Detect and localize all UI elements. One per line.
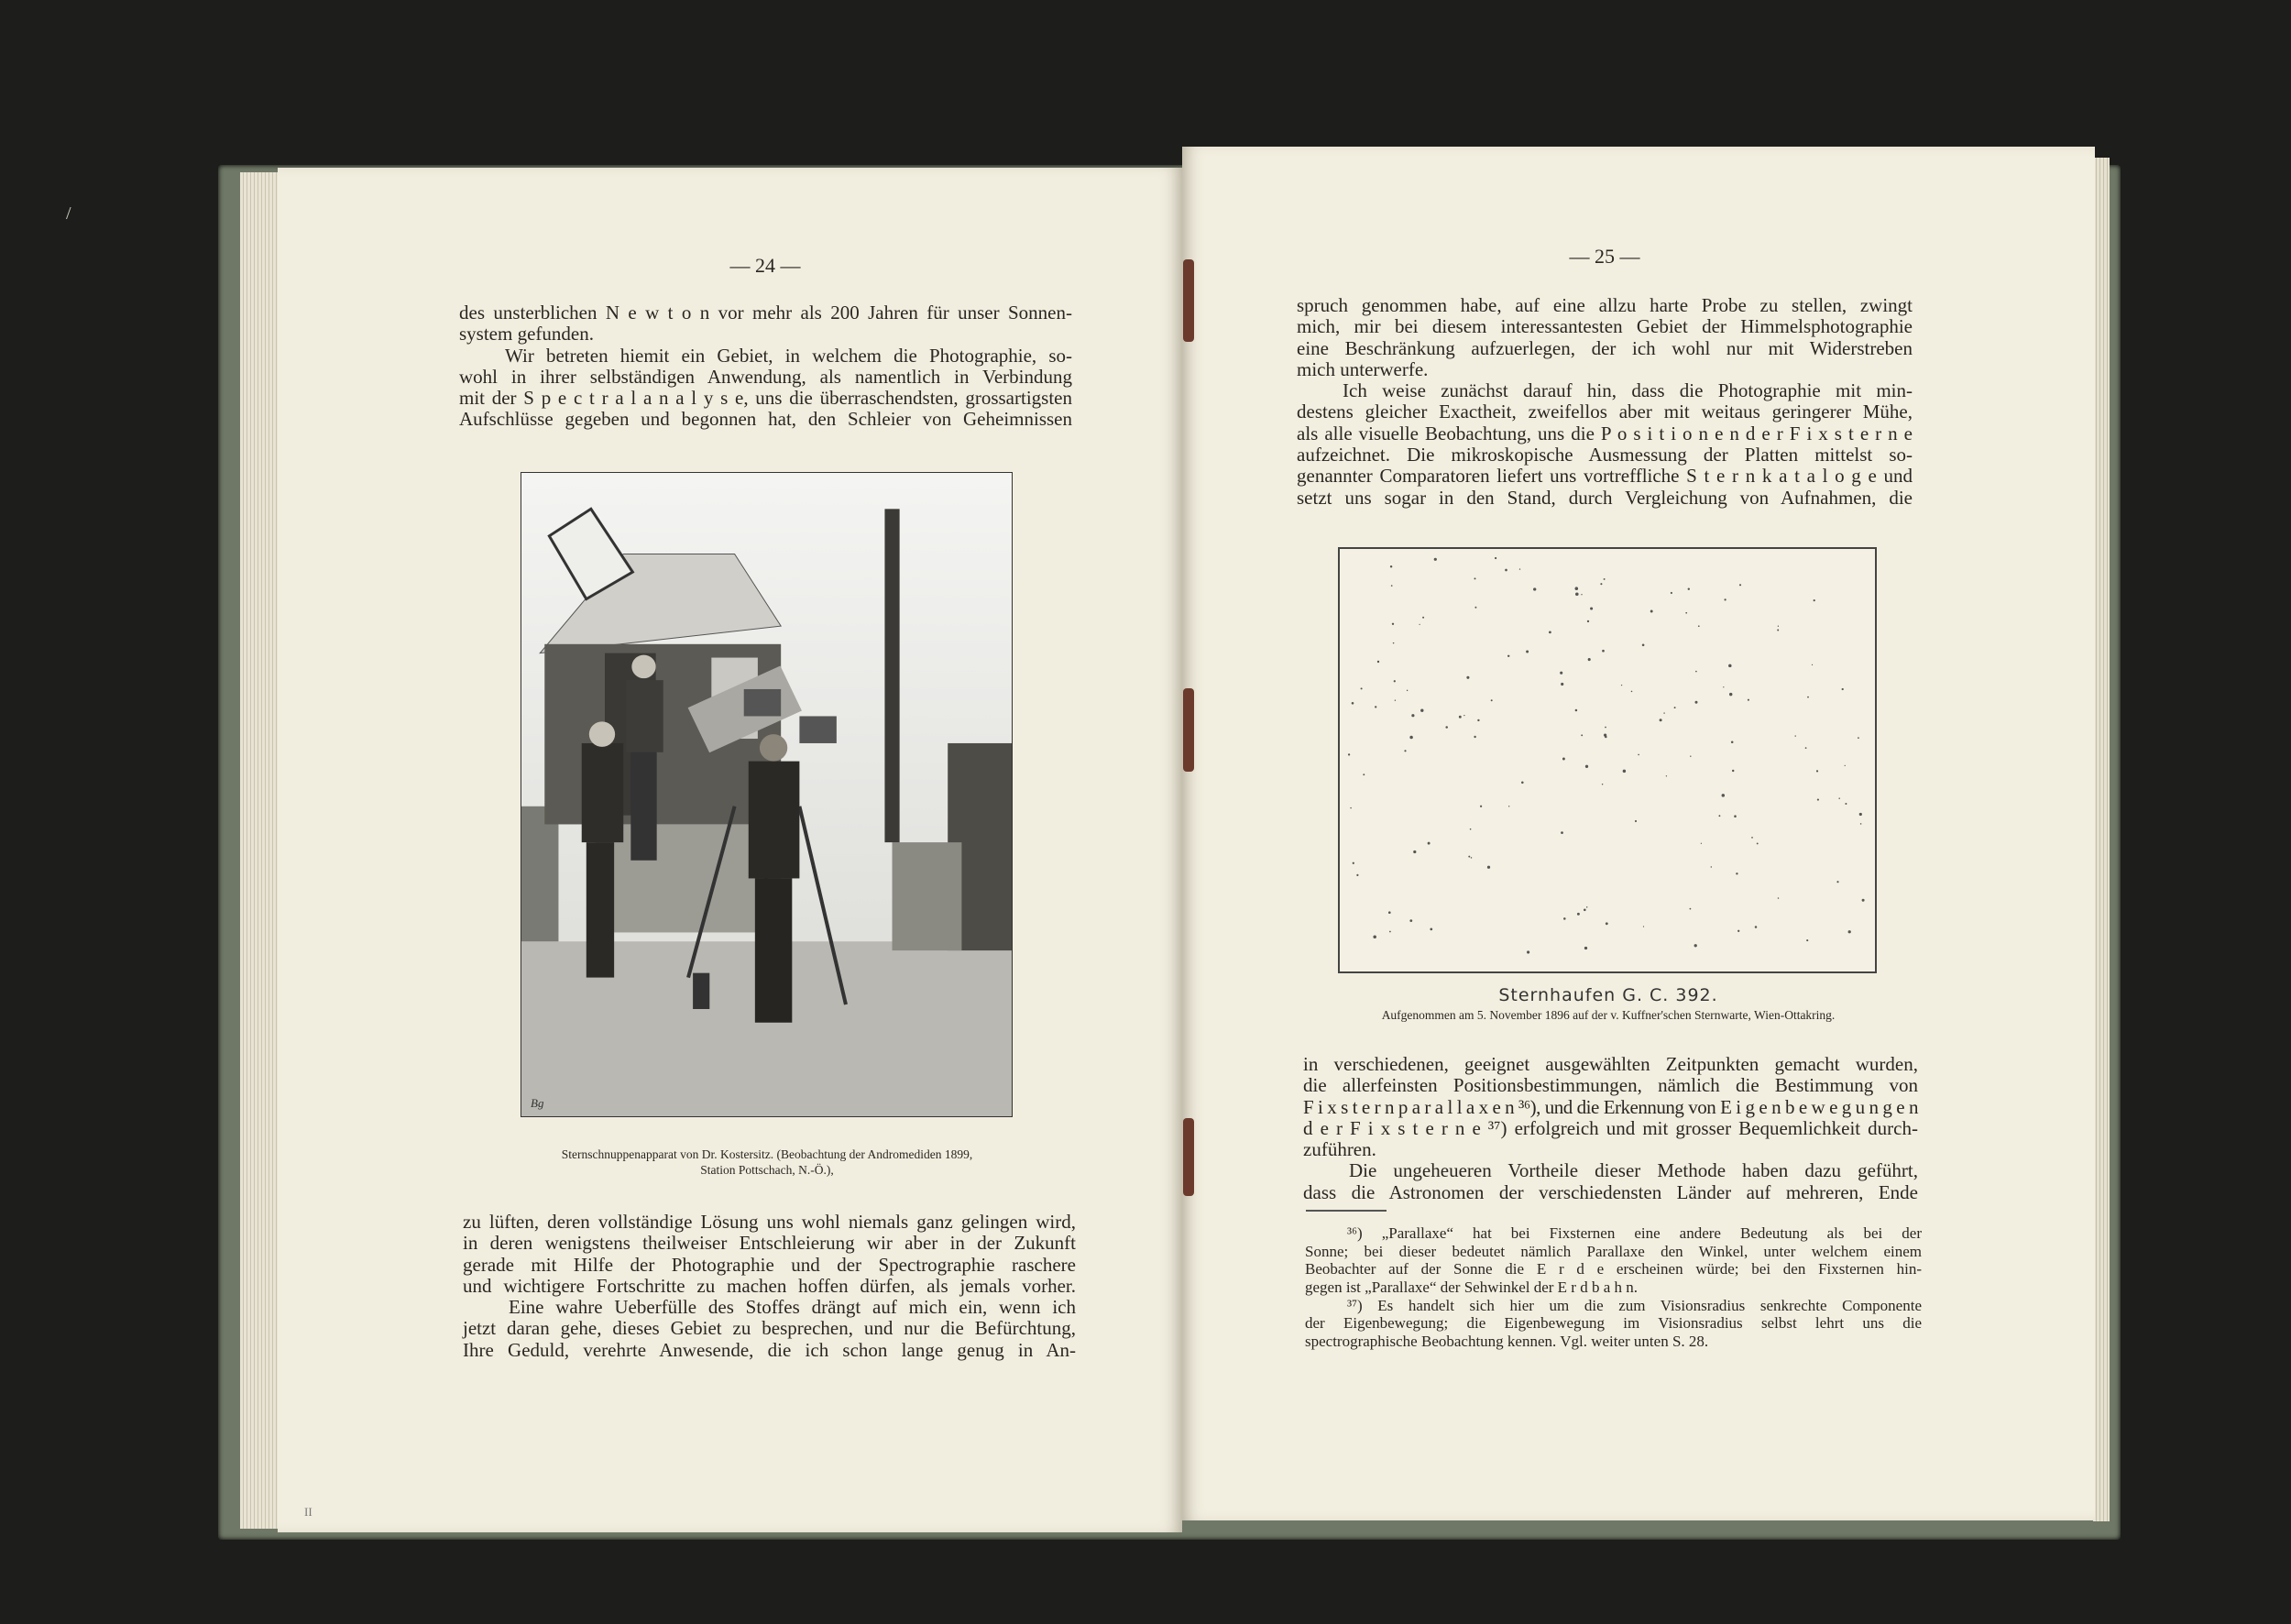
star-dot — [1389, 931, 1391, 933]
text-line: aufzeichnet. Die mikroskopische Ausmessung der Platten mittelst so- — [1297, 444, 1913, 466]
star-dot — [1391, 585, 1393, 587]
star-dot — [1729, 693, 1732, 696]
star-dot — [1577, 913, 1580, 916]
star-dot — [1650, 610, 1653, 613]
star-dot — [1507, 655, 1509, 657]
binding-thread — [1183, 688, 1194, 772]
star-dot — [1778, 626, 1779, 627]
page-edges-right — [2093, 158, 2110, 1521]
star-dot — [1420, 708, 1423, 711]
text-line: spruch genommen habe, auf eine allzu harte Probe zu stellen, zwingt — [1297, 294, 1913, 316]
star-dot — [1674, 707, 1676, 708]
star-dot — [1638, 754, 1639, 756]
star-dot — [1695, 701, 1698, 704]
star-dot — [1838, 797, 1840, 799]
star-dot — [1409, 736, 1413, 740]
star-field — [1340, 549, 1875, 971]
star-dot — [1723, 686, 1724, 687]
star-dot — [1409, 919, 1412, 922]
text-line: Wir betreten hiemit ein Gebiet, in welchem die Photographie, so- — [505, 344, 1072, 367]
photo-signature: Bg — [531, 1096, 544, 1110]
star-dot — [1350, 807, 1351, 808]
star-dot — [1724, 598, 1726, 600]
star-dot — [1660, 719, 1662, 721]
star-dot — [1575, 593, 1579, 597]
star-dot — [1584, 947, 1587, 949]
star-dot — [1605, 727, 1606, 729]
star-dot — [1393, 642, 1395, 644]
star-dot — [1471, 857, 1473, 859]
star-dot — [1858, 737, 1859, 739]
star-dot — [1428, 842, 1431, 845]
photo-illustration — [521, 473, 1012, 1116]
star-dot — [1495, 557, 1496, 559]
star-dot — [1404, 750, 1406, 752]
text-line: wohl in ihrer selbständigen Anwendung, als namentlich in Verbindung — [459, 365, 1072, 388]
scan-mark: / — [66, 203, 71, 224]
star-dot — [1474, 577, 1475, 579]
page-number-right: — 25 — — [1569, 245, 1640, 268]
star-dot — [1845, 765, 1846, 766]
text-line: F i x s t e r n p a r a l l a x e n ³⁶), und die Erkennung von E i g e n b e w e g u n g e n — [1303, 1095, 1918, 1118]
star-dot — [1587, 620, 1589, 622]
star-dot — [1817, 799, 1819, 801]
star-dot — [1623, 770, 1626, 773]
star-dot — [1643, 926, 1644, 927]
star-dot — [1352, 702, 1354, 705]
star-dot — [1671, 592, 1672, 594]
star-dot — [1474, 607, 1476, 609]
star-dot — [1477, 719, 1479, 721]
star-dot — [1430, 928, 1432, 931]
star-dot — [1602, 650, 1605, 653]
star-figure-title: Sternhaufen G. C. 392. — [1498, 985, 1718, 1005]
star-dot — [1862, 899, 1865, 902]
text-line: die allerfeinsten Positionsbestimmungen, nämlich die Bestimmung von — [1303, 1074, 1918, 1097]
star-dot — [1407, 690, 1408, 691]
text-line: als alle visuelle Beobachtung, uns die P o s i t i o n e n d e r F i x s t e r n e — [1297, 422, 1913, 444]
footnotes — [1305, 1224, 1922, 1351]
star-dot — [1588, 658, 1591, 661]
star-dot — [1562, 758, 1565, 761]
star-dot — [1812, 664, 1813, 665]
star-dot — [1755, 926, 1758, 928]
star-dot — [1695, 671, 1697, 673]
star-dot — [1845, 803, 1847, 805]
star-dot — [1728, 664, 1732, 668]
star-dot — [1795, 735, 1796, 736]
star-dot — [1836, 881, 1838, 883]
star-dot — [1527, 950, 1529, 953]
star-dot — [1860, 823, 1862, 825]
star-dot — [1604, 578, 1606, 580]
star-dot — [1491, 699, 1493, 701]
text-line: eine Beschränkung aufzuerlegen, der ich wohl nur mit Widerstreben — [1297, 336, 1913, 359]
right-top-text — [1297, 295, 1913, 509]
star-dot — [1814, 599, 1815, 601]
star-dot — [1859, 813, 1862, 816]
star-dot — [1631, 691, 1633, 693]
star-cluster-plate — [1338, 547, 1877, 973]
star-dot — [1581, 734, 1583, 736]
page-edges-left — [240, 172, 279, 1529]
star-dot — [1413, 850, 1416, 853]
text-line: des unsterblichen N e w t o n vor mehr als 200 Jahren für unser Sonnen- — [459, 302, 1072, 324]
star-dot — [1666, 775, 1667, 776]
star-dot — [1373, 935, 1376, 938]
star-dot — [1590, 607, 1593, 609]
footnote-line: ³⁶) „Parallaxe“ hat bei Fixsternen eine andere Bedeutung als bei der — [1347, 1224, 1922, 1242]
star-dot — [1519, 568, 1520, 569]
observatory-photograph — [521, 472, 1013, 1117]
page-number-left: — 24 — — [729, 254, 801, 277]
star-figure-caption: Aufgenommen am 5. November 1896 auf der v. Kuffner'schen Sternwarte, Wien-Ottakring. — [1381, 1008, 1836, 1022]
star-dot — [1688, 588, 1690, 590]
star-dot — [1757, 842, 1759, 844]
star-dot — [1563, 917, 1566, 920]
footnote-line: spectrographische Beobachtung kennen. Vgl. weiter unten S. 28. — [1305, 1333, 1709, 1351]
footnote-rule — [1306, 1210, 1387, 1212]
star-dot — [1737, 930, 1739, 932]
star-dot — [1390, 565, 1392, 567]
text-line: gerade mit Hilfe der Photographie und der Spectrographie raschere — [463, 1253, 1076, 1276]
footnote-line: ³⁷) Es handelt sich hier um die zum Visionsradius senkrechte Componente — [1347, 1296, 1922, 1314]
star-dot — [1778, 897, 1780, 899]
star-dot — [1363, 774, 1365, 775]
star-dot — [1394, 680, 1396, 682]
text-line: setzt uns sogar in den Stand, durch Vergleichung von Aufnahmen, die — [1297, 486, 1913, 509]
star-dot — [1526, 651, 1529, 653]
star-dot — [1805, 747, 1807, 749]
caption-line: Station Pottschach, N.-Ö.), — [700, 1163, 834, 1177]
star-dot — [1434, 558, 1437, 561]
star-dot — [1732, 770, 1734, 772]
text-line: destens gleicher Exactheit, zweifellos aber mit weitaus geringerer Mühe, — [1297, 401, 1913, 423]
text-line: d e r F i x s t e r n e ³⁷) erfolgreich und mit grosser Bequemlichkeit durch- — [1303, 1116, 1918, 1139]
star-dot — [1694, 944, 1697, 947]
signature-mark: II — [304, 1505, 312, 1519]
star-dot — [1711, 866, 1712, 867]
star-dot — [1751, 837, 1753, 839]
star-dot — [1411, 714, 1414, 717]
binding-thread — [1183, 259, 1194, 342]
star-dot — [1459, 716, 1462, 719]
star-dot — [1606, 922, 1608, 925]
star-dot — [1602, 784, 1603, 785]
star-dot — [1560, 672, 1562, 675]
text-line: genannter Comparatoren liefert uns vortreffliche S t e r n k a t a l o g e und — [1297, 465, 1913, 488]
star-dot — [1807, 697, 1809, 698]
star-dot — [1487, 866, 1490, 869]
star-dot — [1549, 631, 1551, 634]
star-dot — [1748, 699, 1749, 701]
text-line: in deren wenigstens theilweiser Entschleierung wir aber in der Zukunft — [463, 1232, 1076, 1255]
text-line: dass die Astronomen der verschiedensten Länder auf mehreren, Ende — [1303, 1180, 1918, 1203]
text-line: zu lüften, deren vollständige Lösung uns wohl niemals ganz gelingen wird, — [463, 1211, 1076, 1233]
star-dot — [1806, 939, 1808, 941]
text-line: zuführen. — [1303, 1138, 1376, 1161]
star-dot — [1848, 930, 1851, 933]
star-dot — [1816, 770, 1818, 772]
photo-caption — [492, 1147, 1042, 1178]
star-dot — [1348, 753, 1350, 755]
star-dot — [1356, 874, 1358, 876]
footnote-line: Beobachter auf der Sonne die E r d e erscheinen würde; bei den Fixsternen hin- — [1305, 1260, 1922, 1278]
footnote-line: der Eigenbewegung; die Eigenbewegung im Visionsradius selbst lehrt uns die — [1305, 1314, 1922, 1333]
star-dot — [1698, 625, 1700, 627]
star-dot — [1722, 794, 1726, 797]
text-line: Die ungeheueren Vortheile dieser Methode haben dazu geführt, — [1349, 1159, 1918, 1182]
caption-line: Sternschnuppenapparat von Dr. Kostersitz. (Beobachtung der Andromediden 1899, — [561, 1147, 973, 1161]
left-bottom-text — [463, 1212, 1076, 1361]
text-line: Eine wahre Ueberfülle des Stoffes drängt auf mich ein, wenn ich — [509, 1296, 1076, 1319]
star-caption — [1320, 985, 1897, 1023]
footnote-line: Sonne; bei dieser bedeutet nämlich Parallaxe den Winkel, unter welchem einem — [1305, 1242, 1922, 1260]
text-line: mich, mir bei diesem interessantesten Gebiet der Himmelsphotographie — [1297, 315, 1913, 338]
star-dot — [1353, 862, 1354, 864]
star-dot — [1521, 782, 1524, 785]
star-dot — [1392, 623, 1394, 625]
star-dot — [1377, 661, 1379, 663]
star-dot — [1468, 856, 1470, 858]
star-dot — [1685, 612, 1687, 614]
star-dot — [1474, 736, 1475, 738]
star-dot — [1480, 806, 1482, 807]
star-dot — [1605, 736, 1607, 739]
star-dot — [1505, 569, 1507, 572]
star-dot — [1581, 594, 1582, 595]
text-line: Ihre Geduld, verehrte Anwesende, die ich schon lange genug in An- — [463, 1338, 1076, 1361]
star-dot — [1642, 644, 1645, 647]
left-top-text — [459, 302, 1072, 431]
text-line: mich unterwerfe. — [1297, 357, 1429, 380]
star-dot — [1561, 683, 1563, 686]
star-dot — [1690, 908, 1692, 910]
star-dot — [1375, 706, 1376, 708]
star-dot — [1600, 583, 1602, 585]
star-dot — [1561, 831, 1563, 834]
star-dot — [1388, 911, 1391, 914]
text-line: system gefunden. — [459, 323, 594, 346]
star-dot — [1470, 828, 1472, 830]
text-line: Aufschlüsse gegeben und begonnen hat, den Schleier von Geheimnissen — [459, 408, 1072, 431]
text-line: und wichtigere Fortschritte zu machen hoffen dürfen, als jemals vorher. — [463, 1274, 1076, 1297]
star-dot — [1690, 755, 1691, 756]
star-dot — [1575, 587, 1579, 590]
star-dot — [1463, 715, 1464, 716]
star-dot — [1395, 700, 1396, 701]
star-dot — [1508, 806, 1509, 807]
star-dot — [1718, 815, 1720, 817]
star-dot — [1739, 584, 1741, 586]
star-dot — [1533, 587, 1536, 590]
star-dot — [1575, 709, 1578, 712]
star-dot — [1734, 815, 1737, 817]
star-dot — [1663, 712, 1664, 713]
star-dot — [1635, 820, 1637, 822]
text-line: mit der S p e c t r a l a n a l y s e, uns die überraschendsten, grossartigsten — [459, 387, 1072, 410]
star-dot — [1731, 741, 1734, 743]
star-dot — [1621, 685, 1622, 686]
star-dot — [1777, 629, 1779, 631]
star-dot — [1842, 688, 1844, 690]
star-dot — [1736, 872, 1737, 874]
text-line: jetzt daran gehe, dieses Gebiet zu besprechen, und nur die Befürchtung, — [463, 1317, 1076, 1340]
star-dot — [1701, 843, 1702, 844]
star-dot — [1586, 906, 1587, 907]
star-dot — [1445, 726, 1448, 729]
star-dot — [1422, 617, 1424, 619]
text-line: in verschiedenen, geeignet ausgewählten Zeitpunkten gemacht wurden, — [1303, 1053, 1918, 1075]
text-line: Ich weise zunächst darauf hin, dass die Photographie mit min- — [1343, 379, 1913, 402]
binding-thread — [1183, 1118, 1194, 1196]
star-dot — [1584, 909, 1586, 912]
star-dot — [1585, 765, 1588, 768]
right-bottom-text — [1303, 1054, 1918, 1203]
footnote-line: gegen ist „Parallaxe“ der Sehwinkel der E r d b a h n. — [1305, 1278, 1639, 1297]
star-dot — [1466, 676, 1469, 679]
star-dot — [1361, 687, 1363, 689]
